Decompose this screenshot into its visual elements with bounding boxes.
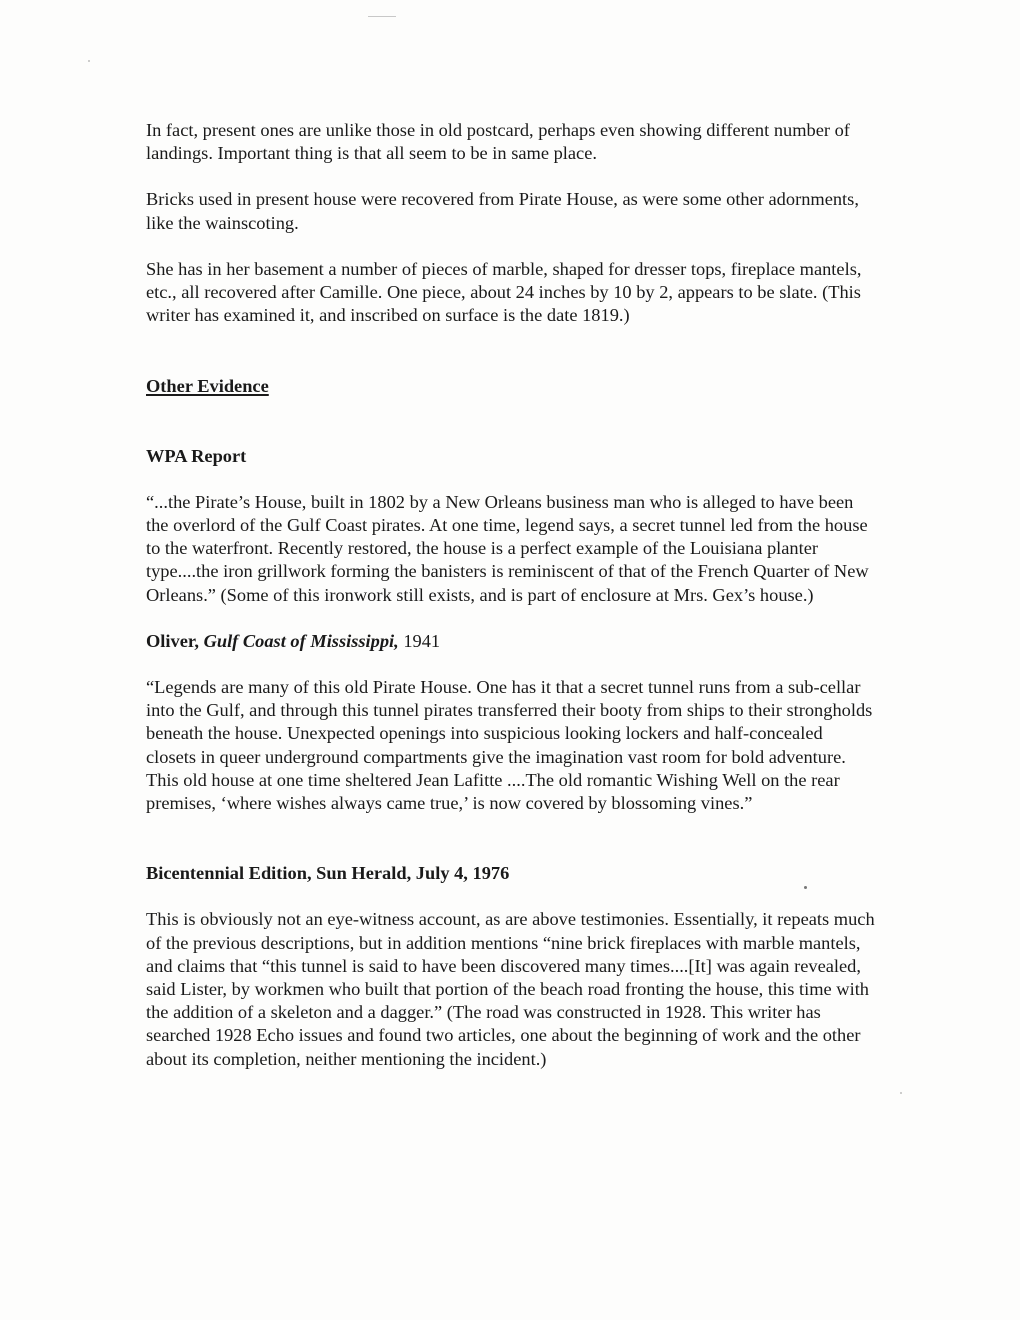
heading-oliver [146,630,876,653]
document-body [146,119,876,1071]
heading-wpa-report: WPA Report [146,445,247,466]
paragraph-bicentennial: This is obviously not an eye-witness account, as are above testimonies. Essentially, it repeats much of the previous descriptions, but in addition mentions “nine brick fireplaces with marble mantels, and claims that “this tunnel is said to have been discovered many times....[It] was again revealed, said Lister, by workmen who built that portion of the beach road fronting the house, this time with the addition of a skeleton and a dagger.” (The road was constructed in 1928. This writer has searched 1928 Echo issues and found two articles, one about the beginning of work and the other about its completion, neither mentioning the incident.) [146,909,875,1069]
paragraph-marble: She has in her basement a number of pieces of marble, shaped for dresser tops, fireplace mantels, etc., all recovered after Camille. One piece, about 24 inches by 10 by 2, appears to be slate. (This writer has examined it, and inscribed on surface is the date 1819.) [146,258,862,326]
oliver-book-title: Gulf Coast of Mississippi, [203,630,399,651]
quote-wpa-report: “...the Pirate’s House, built in 1802 by a New Orleans business man who is alleged to have been the overlord of the Gulf Coast pirates. At one time, legend says, a secret tunnel led from the house to the waterfront. Recently restored, the house is a perfect example of the Louisiana planter type....the iron grillwork forming the banisters is reminiscent of that of the French Quarter of New Orleans.” (Some of this ironwork still exists, and is part of enclosure at Mrs. Gex’s house.) [146,491,869,605]
scan-speck [88,60,90,62]
paragraph-bricks: Bricks used in present house were recovered from Pirate House, as were some other adornments, like the wainscoting. [146,189,859,233]
quote-oliver: “Legends are many of this old Pirate House. One has it that a secret tunnel runs from a sub-cellar into the Gulf, and through this tunnel pirates transferred their booty from ships to their strongholds beneath the house. Unexpected openings into suspicious looking lockers and half-concealed closets in queer underground compartments give the imagination vast room for bold adventure. This old house at one time sheltered Jean Lafitte ....The old romantic Wishing Well on the rear premises, ‘where wishes always came true,’ is now covered by blossoming vines.” [146,677,873,814]
scan-speck [900,1092,902,1094]
heading-bicentennial: Bicentennial Edition, Sun Herald, July 4, 1976 [146,863,510,884]
oliver-author: Oliver, [146,630,204,651]
paragraph-staircases: In fact, present ones are unlike those in old postcard, perhaps even showing different number of landings. Important thing is that all seem to be in same place. [146,120,850,164]
scan-mark [368,16,396,17]
oliver-year: 1941 [398,630,441,651]
section-title-other-evidence: Other Evidence [146,376,269,397]
